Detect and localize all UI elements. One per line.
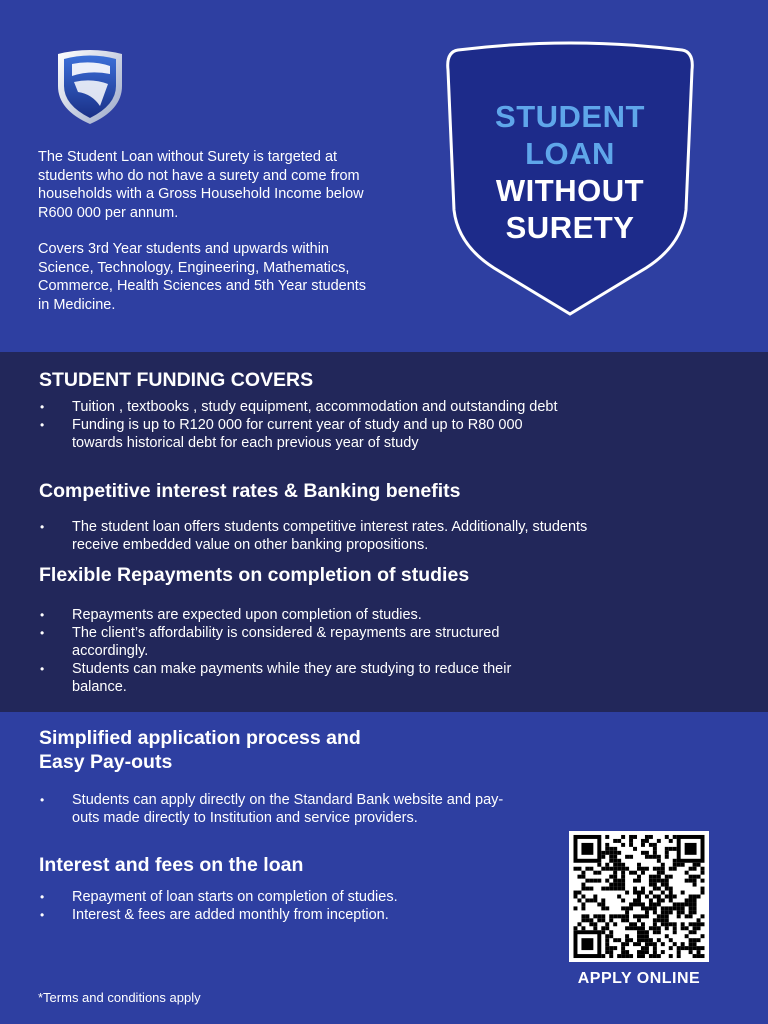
qr-code-icon[interactable] [569, 831, 709, 962]
list-item: • Repayments are expected upon completion of studies. [38, 606, 518, 624]
list-item: • Repayment of loan starts on completion of studies. [38, 888, 418, 906]
bank-logo-icon [52, 48, 128, 126]
intro-paragraph-2: Covers 3rd Year students and upwards within Science, Technology, Engineering, Mathematics, Commerce, Health Sciences and 5th Year students in Medicine. [38, 241, 367, 313]
intro-text [38, 148, 368, 314]
application-heading [39, 726, 361, 774]
list-item: • Students can apply directly on the Standard Bank website and pay-outs made directly to Institution and service providers. [38, 791, 518, 827]
repayments-heading: Flexible Repayments on completion of studies [39, 564, 470, 586]
fees-list [38, 888, 418, 924]
interest-list [38, 518, 638, 554]
shield-line-2: LOAN [525, 136, 615, 171]
application-heading-line-1: Simplified application process and [39, 727, 361, 749]
fees-heading: Interest and fees on the loan [39, 854, 304, 876]
funding-heading: STUDENT FUNDING COVERS [39, 369, 314, 391]
terms-note: *Terms and conditions apply [38, 990, 201, 1005]
shield-line-4: SURETY [505, 210, 635, 245]
shield-line-1: STUDENT [495, 99, 645, 134]
application-list [38, 791, 518, 827]
funding-list [38, 398, 558, 452]
list-item: • The student loan offers students competitive interest rates. Additionally, students receive embedded value on other banking propositions. [38, 518, 638, 554]
apply-online-label[interactable]: APPLY ONLINE [577, 970, 701, 987]
list-item: • Students can make payments while they are studying to reduce their balance. [38, 660, 518, 696]
list-item: • Interest & fees are added monthly from inception. [38, 906, 418, 924]
list-item: • Tuition , textbooks , study equipment, accommodation and outstanding debt [38, 398, 558, 416]
shield-title [446, 98, 694, 246]
interest-heading: Competitive interest rates & Banking benefits [39, 480, 461, 502]
shield-line-3: WITHOUT [495, 173, 645, 208]
list-item: • The client’s affordability is considered & repayments are structured accordingly. [38, 624, 518, 660]
intro-paragraph-1: The Student Loan without Surety is targeted at students who do not have a surety and come from households with a Gross Household Income below R600 000 per annum. [38, 149, 364, 221]
application-heading-line-2: Easy Pay-outs [39, 751, 173, 773]
list-item: • Funding is up to R120 000 for current year of study and up to R80 000 towards historical debt for each previous year of study [38, 416, 558, 452]
repayments-list [38, 606, 518, 696]
